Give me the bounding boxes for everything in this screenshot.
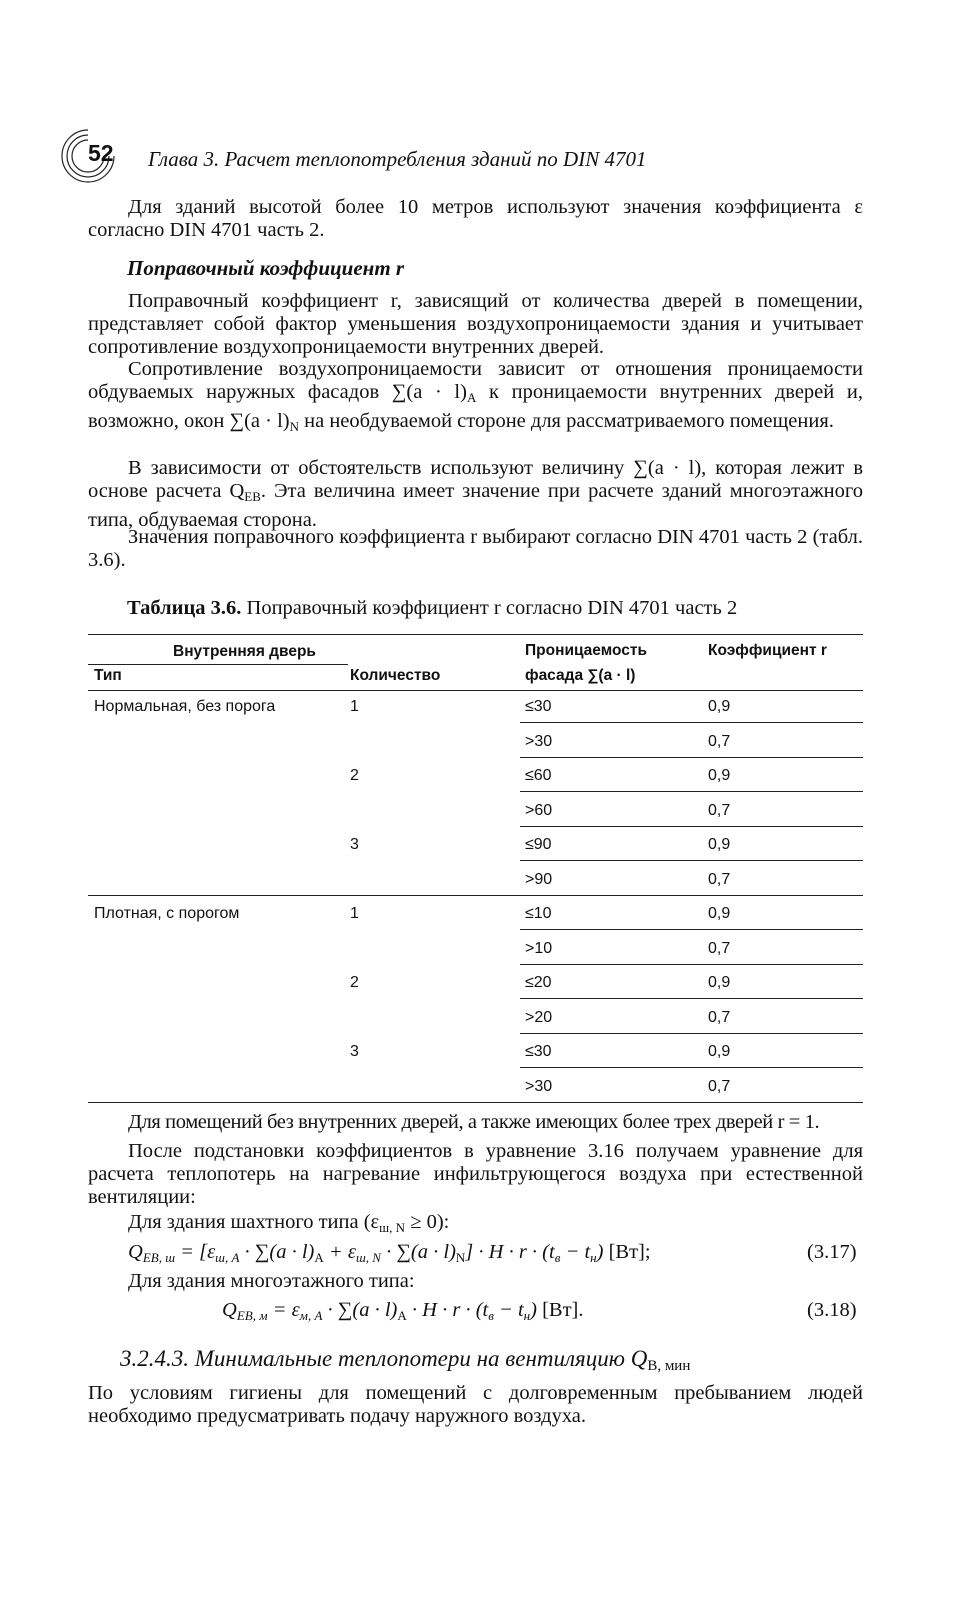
paragraph-multistorey: Для здания многоэтажного типа: [128,1270,415,1292]
cell-permeability: ≤90 [525,836,552,853]
cell-coefficient: 0,7 [708,870,731,888]
cell-coefficient: 0,9 [708,836,731,853]
table-caption: Таблица 3.6. Поправочный коэффициент r согласно DIN 4701 часть 2 [127,597,738,619]
cell-permeability: >20 [525,1008,553,1026]
cell-permeability: >60 [525,801,553,819]
cell-permeability: ≤60 [525,767,552,784]
row-rule [520,860,863,861]
table-top-rule [88,634,863,635]
row-rule [520,964,863,965]
row-rule [520,826,863,827]
cell-count: 1 [350,905,359,922]
cell-coefficient: 0,9 [708,905,731,922]
header-count: Количество [350,667,441,684]
section-heading: 3.2.4.3. Минимальные теплопотери на вентиляцию $Q_{B, мин}$ [120,1346,691,1374]
paragraph-5: Для помещений без внутренних дверей, а также имеющих более трех дверей r = 1. [128,1111,820,1133]
row-rule [520,929,863,930]
equation-3-18: $Q_{EB, м} = \varepsilon_{м, A} \cdot \sum(a \cdot l)_A \cdot H \cdot r \cdot (t_в - t_н)$ [Вт]. [222,1299,584,1323]
row-rule [520,757,863,758]
header-permeability-2: фасада ∑(a · l) [525,667,636,684]
row-rule [520,1033,863,1034]
cell-coefficient: 0,7 [708,939,731,957]
cell-permeability: >30 [525,1077,553,1095]
cell-permeability: ≤30 [525,698,552,715]
paragraph-2: Сопротивление воздухопроницаемости зависит от отношения проницаемости обдуваемых наружных фасадов $\sum(a \cdot l)_A$ к проницаемости внутренних дверей и, возможно, окон $\sum(a \cdot l)_N$ на необдуваемой стороне для рассматриваемого помещения. [88,358,863,434]
cell-coefficient: 0,9 [708,974,731,991]
header-coefficient: Коэффициент r [708,642,827,659]
cell-count: 2 [350,974,359,991]
cell-coefficient: 0,7 [708,732,731,750]
cell-permeability: ≤10 [525,905,552,922]
equation-3-17: $Q_{EB, ш} = [\varepsilon_{ш, A} \cdot \sum(a \cdot l)_A + \varepsilon_{ш, N} \cdot \sum(a \cdot l)_N] \cdot H \cdot r \cdot (t_в - t_н)$ [Вт]; [128,1241,651,1265]
paragraph-4: Значения поправочного коэффициента r выбирают согласно DIN 4701 часть 2 (табл. 3.6). [88,526,863,571]
cell-permeability: >30 [525,732,553,750]
group-header-rule [88,664,348,665]
row-rule [520,998,863,999]
heading-correction-coefficient: Поправочный коэффициент r [127,256,405,280]
cell-permeability: >10 [525,939,553,957]
cell-count: 3 [350,1043,359,1060]
chapter-title: Глава 3. Расчет теплопотребления зданий по DIN 4701 [148,147,647,171]
cell-coefficient: 0,9 [708,698,731,715]
paragraph-6: После подстановки коэффициентов в уравнение 3.16 получаем уравнение для расчета теплопотерь на нагревание инфильтрующегося воздуха при естественной вентиляции: [88,1140,863,1208]
cell-permeability: >90 [525,870,553,888]
paragraph-intro: Для зданий высотой более 10 метров используют значения коэффициента ε согласно DIN 4701 часть 2. [88,196,863,241]
paragraph-9: По условиям гигиены для помещений с долговременным пребыванием людей необходимо предусматривать подачу наружного воздуха. [88,1382,863,1427]
cell-coefficient: 0,9 [708,1043,731,1060]
header-permeability: Проницаемость [525,642,647,659]
header-type: Тип [94,667,122,684]
paragraph-1: Поправочный коэффициент r, зависящий от количества дверей в помещении, представляет собой фактор уменьшения воздухопроницаемости здания и учитывает сопротивление воздухопроницаемости внутренних дверей. [88,290,863,358]
cell-coefficient: 0,7 [708,1008,731,1026]
cell-type: Плотная, с порогом [94,905,240,922]
cell-coefficient: 0,9 [708,767,731,784]
cell-coefficient: 0,7 [708,1077,731,1095]
cell-coefficient: 0,7 [708,801,731,819]
paragraph-shaft-type: Для здания шахтного типа $(\varepsilon_{ш, N} \ge 0)$: [128,1211,450,1235]
table-header-rule [88,690,863,691]
row-rule [520,1067,863,1068]
cell-count: 1 [350,698,359,715]
cell-type: Нормальная, без порога [94,698,276,715]
row-rule [520,791,863,792]
equation-number-3-17: (3.17) [807,1241,857,1263]
cell-count: 2 [350,767,359,784]
cell-permeability: ≤30 [525,1043,552,1060]
cell-count: 3 [350,836,359,853]
page-number: 52 [88,140,114,166]
cell-permeability: ≤20 [525,974,552,991]
paragraph-3: В зависимости от обстоятельств используют величину ∑(a · l), которая лежит в основе расчета $Q_{EB}$. Эта величина имеет значение при расчете зданий многоэтажного типа, обдуваемая сторона. [88,457,863,531]
equation-number-3-18: (3.18) [807,1299,857,1321]
row-rule [520,722,863,723]
row-rule [88,895,863,896]
header-inner-door: Внутренняя дверь [173,643,316,660]
row-rule [88,1102,863,1103]
